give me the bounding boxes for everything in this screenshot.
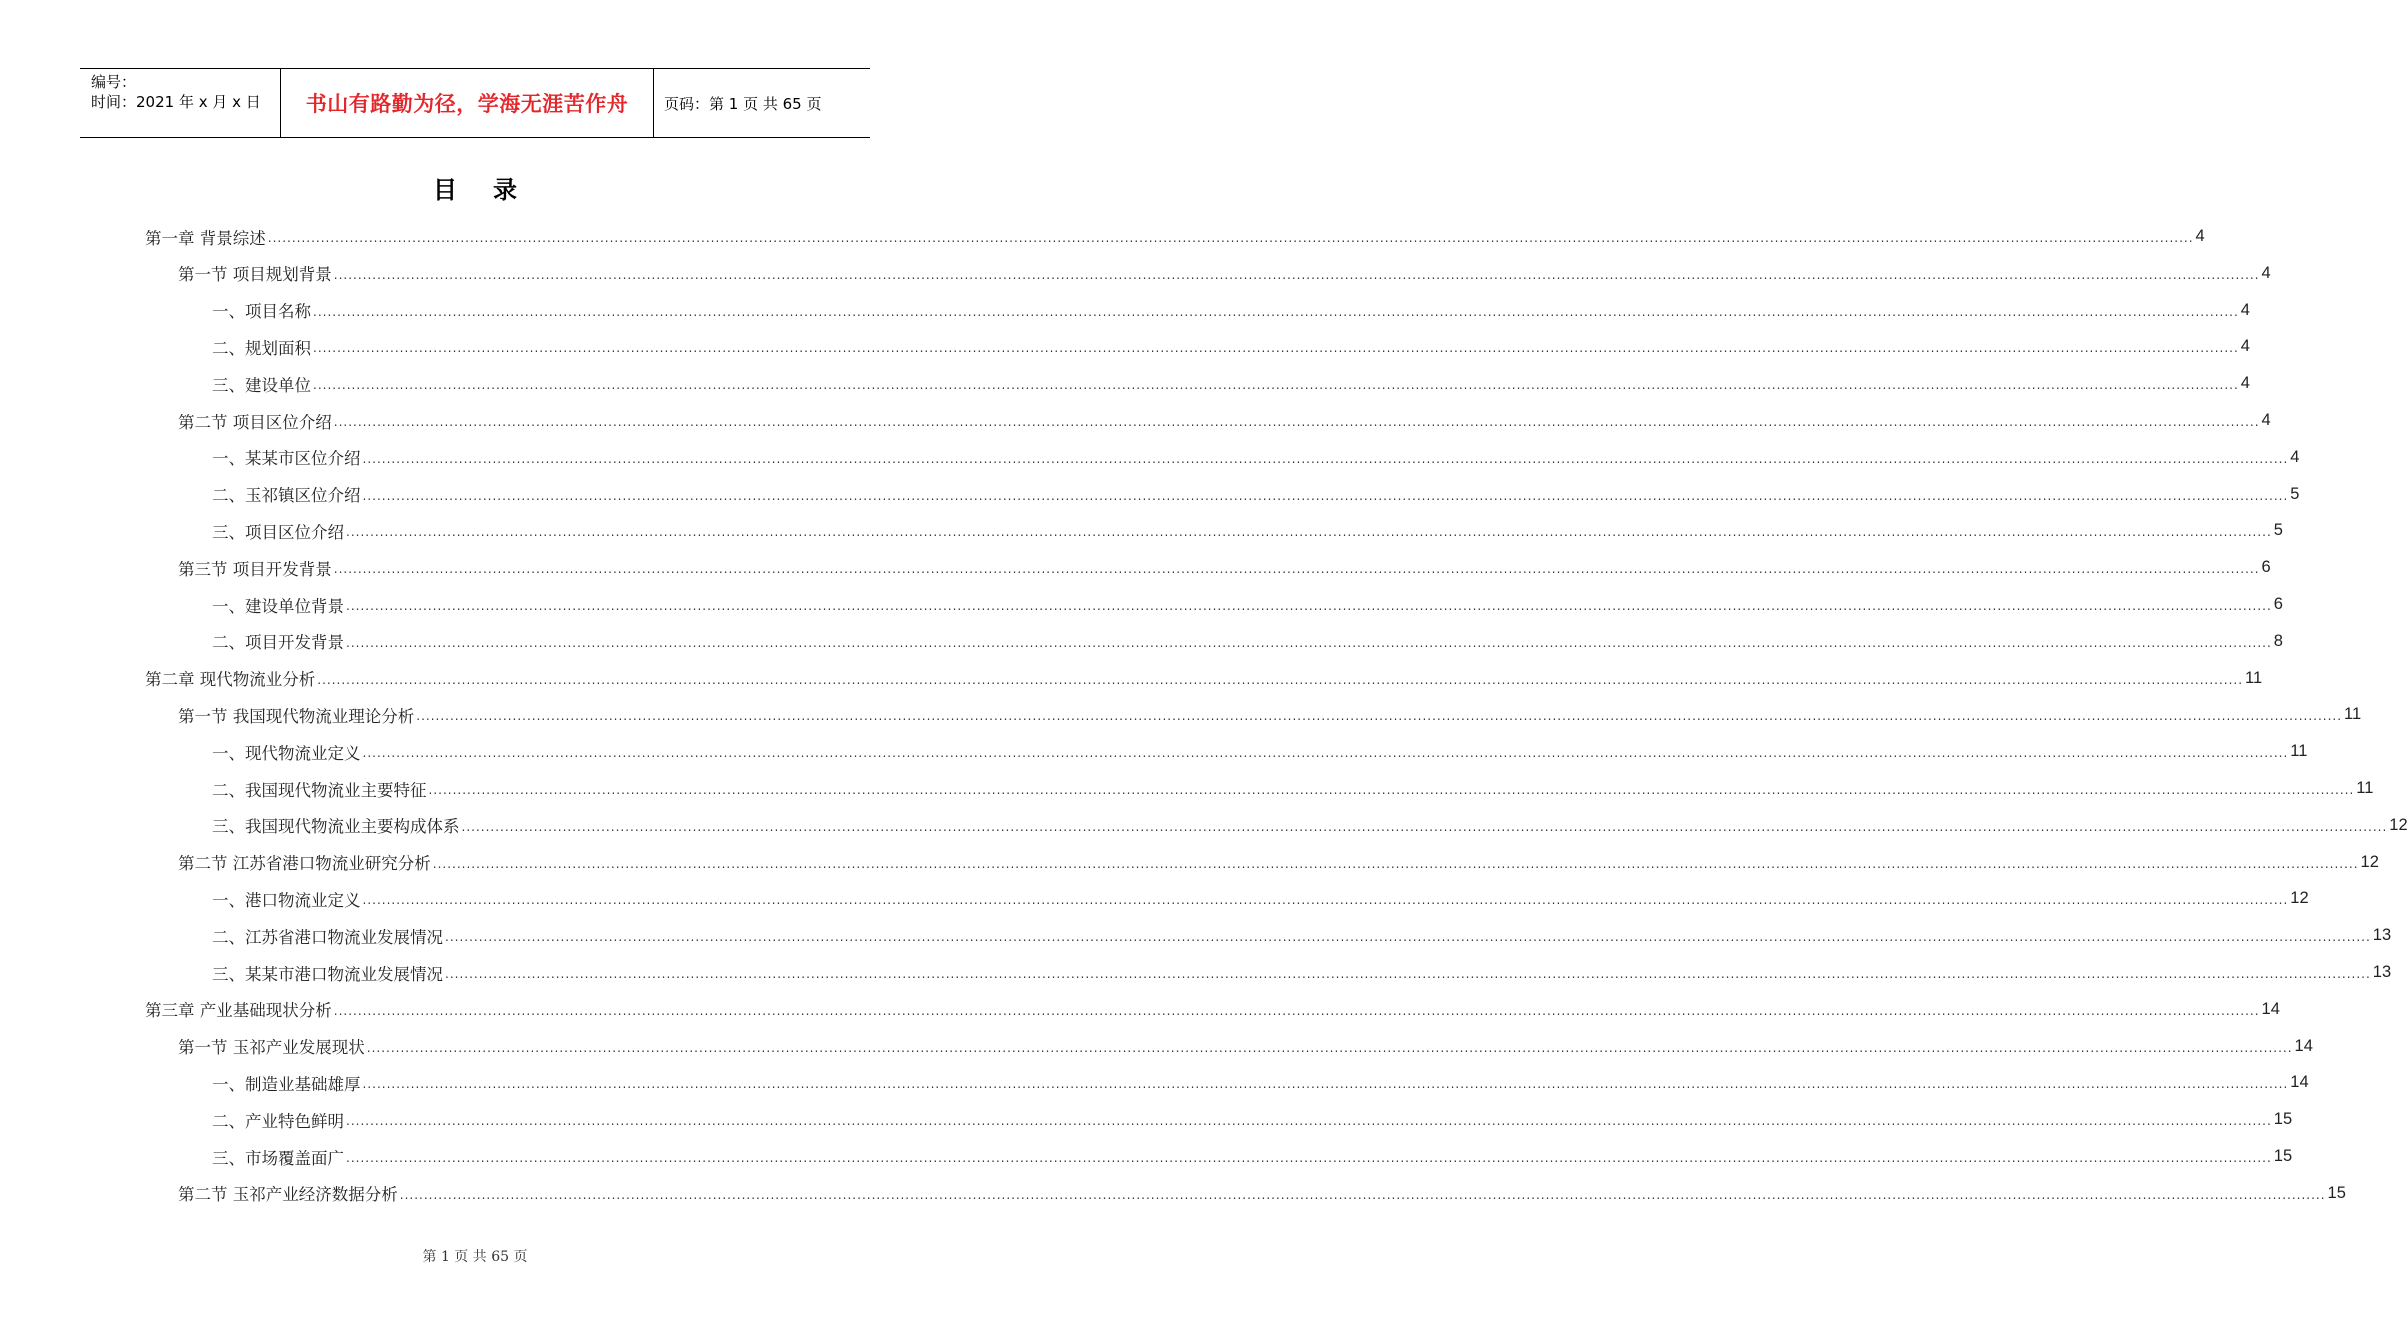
toc-leader-dots: ................................................................................................................................................................................................................................................................................................................................................................................................................ [313,304,2239,319]
toc-entry-title: 一、建设单位背景 [212,596,344,616]
toc-entry[interactable] [212,328,2250,365]
number-label: 编号： [91,73,137,91]
toc-entry-page: 6 [2261,558,2271,577]
toc-entry[interactable] [145,991,2280,1028]
toc-entry-title: 三、建设单位 [212,375,311,395]
page-footer: 第 1 页 共 65 页 [422,1249,528,1265]
toc-leader-dots: ................................................................................................................................................................................................................................................................................................................................................................................................................ [432,856,2359,871]
toc-entry-page: 4 [2240,374,2250,393]
toc-entry[interactable] [178,1175,2346,1212]
toc-entry-title: 第一章 背景综述 [145,228,266,248]
toc-entry-title: 二、玉祁镇区位介绍 [212,486,361,506]
toc-entry[interactable] [145,660,2263,697]
toc-entry-title: 三、市场覆盖面广 [212,1148,344,1168]
toc-title: 目录 [433,176,553,204]
toc-entry-title: 第二节 玉祁产业经济数据分析 [178,1185,398,1205]
toc-entry[interactable] [212,807,2408,844]
toc-entry-title: 第一节 项目规划背景 [178,265,332,285]
toc-entry-page: 14 [2290,1073,2309,1092]
toc-entry-page: 15 [2273,1110,2293,1129]
toc-entry-title: 三、某某市港口物流业发展情况 [212,964,443,984]
toc-entry-page: 11 [2356,779,2374,797]
toc-entry-title: 三、我国现代物流业主要构成体系 [212,817,460,837]
toc-entry-page: 13 [2372,963,2392,981]
toc-entry-page: 5 [2273,521,2283,540]
toc-entry-title: 第三章 产业基础现状分析 [145,1001,332,1021]
toc-leader-dots: ................................................................................................................................................................................................................................................................................................................................................................................................................ [346,1114,2272,1129]
toc-entry-page: 12 [2389,815,2408,834]
toc-entry-page: 4 [2261,263,2271,282]
toc-entry-page: 12 [2290,889,2309,908]
toc-leader-dots: ................................................................................................................................................................................................................................................................................................................................................................................................................ [362,893,2289,908]
toc-entry[interactable] [212,1064,2309,1101]
toc-entry-title: 一、制造业基础雄厚 [212,1074,361,1094]
toc-entry-title: 第三节 项目开发背景 [178,559,332,579]
toc-entry-page: 14 [2294,1036,2313,1055]
toc-entry-title: 第一节 玉祁产业发展现状 [178,1038,365,1058]
toc-entry[interactable] [212,1138,2293,1175]
toc-leader-dots: ................................................................................................................................................................................................................................................................................................................................................................................................................ [366,1040,2293,1055]
toc-leader-dots: ................................................................................................................................................................................................................................................................................................................................................................................................................ [346,599,2272,613]
toc-entry-page: 15 [2327,1183,2346,1202]
toc-leader-dots: ................................................................................................................................................................................................................................................................................................................................................................................................................ [333,415,2260,429]
toc-entry-page: 4 [2290,447,2300,466]
toc-entry-page: 15 [2273,1147,2293,1165]
toc-entry[interactable] [178,1028,2313,1065]
toc-leader-dots: ................................................................................................................................................................................................................................................................................................................................................................................................................ [461,819,2388,834]
toc-entry-page: 12 [2360,852,2379,871]
toc-leader-dots: ................................................................................................................................................................................................................................................................................................................................................................................................................ [399,1187,2326,1202]
toc-entry-page: 14 [2261,999,2280,1018]
toc-leader-dots: ................................................................................................................................................................................................................................................................................................................................................................................................................ [362,746,2289,761]
toc-entry-page: 11 [2344,705,2362,724]
toc-leader-dots: ................................................................................................................................................................................................................................................................................................................................................................................................................ [346,635,2272,650]
toc-leader-dots: ................................................................................................................................................................................................................................................................................................................................................................................................................ [313,341,2239,356]
toc-entry[interactable] [212,439,2300,476]
toc-leader-dots: ................................................................................................................................................................................................................................................................................................................................................................................................................ [362,1077,2289,1092]
toc-entry[interactable] [178,549,2271,586]
toc-entry-title: 二、项目开发背景 [212,633,344,653]
header-page-info: 页码：第 1 页 共 65 页 [664,94,822,113]
toc-entry-page: 5 [2290,484,2300,503]
toc-leader-dots: ................................................................................................................................................................................................................................................................................................................................................................................................................ [416,709,2343,724]
toc-entry-title: 一、某某市区位介绍 [212,449,361,469]
toc-entry-title: 三、项目区位介绍 [212,522,344,542]
toc-entry[interactable] [212,733,2308,770]
toc-entry-title: 第二节 江苏省港口物流业研究分析 [178,854,431,874]
toc-entry-title: 二、规划面积 [212,338,311,358]
toc-entry[interactable] [178,402,2271,439]
toc-entry-page: 4 [2240,300,2250,319]
toc-leader-dots: ................................................................................................................................................................................................................................................................................................................................................................................................................ [362,488,2289,503]
toc-entry-page: 4 [2195,227,2205,245]
toc-entry-page: 11 [2245,668,2263,687]
toc-leader-dots: ................................................................................................................................................................................................................................................................................................................................................................................................................ [333,1003,2260,1018]
toc-entry-page: 13 [2372,926,2392,945]
header-meta [80,69,281,137]
toc-entry-title: 第二节 项目区位介绍 [178,412,332,432]
toc-entry[interactable] [212,365,2250,402]
time-label: 时间：2021 年 x 月 x 日 [91,93,261,111]
toc-leader-dots: ................................................................................................................................................................................................................................................................................................................................................................................................................ [317,672,2244,687]
toc-entry[interactable] [145,218,2205,255]
toc-entry-title: 二、产业特色鲜明 [212,1111,344,1131]
toc-entry[interactable] [212,476,2300,513]
toc-leader-dots: ................................................................................................................................................................................................................................................................................................................................................................................................................ [333,562,2260,577]
page-header [80,68,870,138]
toc-leader-dots: ................................................................................................................................................................................................................................................................................................................................................................................................................ [313,378,2239,393]
toc-entry-page: 4 [2261,411,2271,429]
toc-entry[interactable] [178,844,2379,881]
header-motto: 书山有路勤为径，学海无涯苦作舟 [281,69,654,137]
toc-entry-title: 一、项目名称 [212,302,311,322]
toc-entry[interactable] [212,954,2392,991]
toc-entry[interactable] [212,917,2392,954]
toc-entry[interactable] [212,1101,2293,1138]
toc-entry-page: 8 [2273,631,2283,650]
toc-entry-page: 11 [2290,742,2308,761]
toc-leader-dots: ................................................................................................................................................................................................................................................................................................................................................................................................................ [428,783,2355,797]
toc-entry[interactable] [212,292,2250,329]
toc-entry[interactable] [212,586,2283,623]
toc-entry-page: 6 [2273,595,2283,613]
toc-entry-title: 第一节 我国现代物流业理论分析 [178,706,415,726]
toc-leader-dots: ................................................................................................................................................................................................................................................................................................................................................................................................................ [445,967,2371,981]
toc-entry[interactable] [212,512,2283,549]
toc-leader-dots: ................................................................................................................................................................................................................................................................................................................................................................................................................ [445,930,2371,945]
toc-entry[interactable] [212,880,2309,917]
toc-leader-dots: ................................................................................................................................................................................................................................................................................................................................................................................................................ [346,1151,2272,1165]
toc-entry-title: 一、港口物流业定义 [212,890,361,910]
toc-entry[interactable] [212,623,2283,660]
toc-entry-title: 一、现代物流业定义 [212,743,361,763]
toc-leader-dots: ................................................................................................................................................................................................................................................................................................................................................................................................................ [362,451,2289,466]
toc-entry-title: 二、我国现代物流业主要特征 [212,780,427,800]
toc-entry[interactable] [178,696,2362,733]
toc-leader-dots: ................................................................................................................................................................................................................................................................................................................................................................................................................ [267,231,2194,245]
toc-leader-dots: ................................................................................................................................................................................................................................................................................................................................................................................................................ [346,525,2272,540]
toc-entry[interactable] [178,255,2271,292]
toc-entry-title: 第二章 现代物流业分析 [145,670,316,690]
toc-entry[interactable] [212,770,2374,807]
toc-leader-dots: ................................................................................................................................................................................................................................................................................................................................................................................................................ [333,267,2260,282]
toc-entry-title: 二、江苏省港口物流业发展情况 [212,927,443,947]
toc-entry-page: 4 [2240,337,2250,356]
